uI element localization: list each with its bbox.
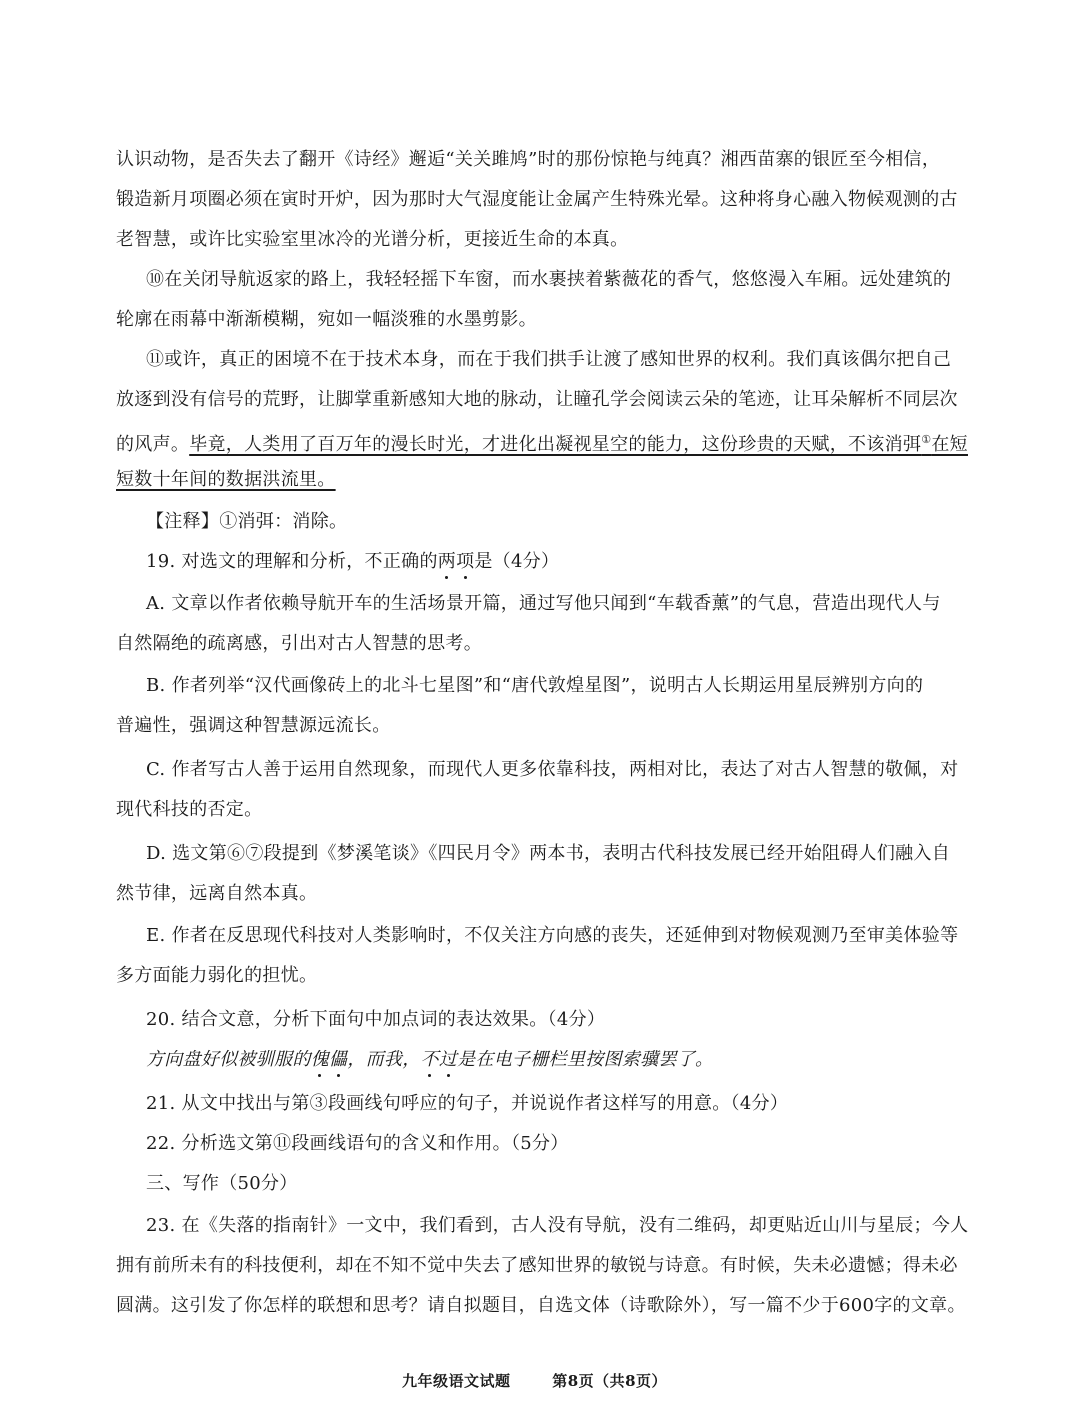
underlined-text: 毕竟，人类用了百万年的漫长时光，才进化出凝视星空的能力，这份珍贵的天赋，不该消弭	[189, 434, 922, 455]
emphasis-dot-char: 项	[456, 551, 475, 572]
option-b-line2: 普遍性，强调这种智慧源远流长。	[116, 715, 391, 736]
question-23-line1: 23. 在《失落的指南针》一文中，我们看到，古人没有导航，没有二维码，却更贴近山川与星辰；今人	[146, 1215, 969, 1236]
option-c-line2: 现代科技的否定。	[116, 799, 263, 820]
q19-score: 是（4分）	[474, 551, 560, 572]
q20-sentence-part: 方向盘好似被驯服的	[146, 1049, 311, 1070]
passage-p11-line2: 放逐到没有信号的荒野，让脚掌重新感知大地的脉动，让瞳孔学会阅读云朵的笔迹，让耳朵解析不同层次	[116, 389, 958, 410]
p11-plain-text: 的风声。	[116, 434, 190, 455]
option-d-line2: 然节律，远离自然本真。	[116, 883, 318, 904]
passage-p11-line3	[116, 428, 980, 457]
emphasis-dot-char: 不	[420, 1049, 439, 1070]
underlined-tail: 在短	[931, 434, 968, 455]
p11-underlined-end: 短数十年间的数据洪流里。	[116, 469, 336, 490]
page-footer	[0, 1370, 1069, 1391]
section-writing-heading: 三、写作（50分）	[146, 1173, 298, 1194]
emphasis-dot-char: 两	[437, 551, 457, 572]
question-19	[146, 550, 980, 574]
passage-p11-line1: ⑪或许，真正的困境不在于技术本身，而在于我们拱手让渡了感知世界的权利。我们真该偶尔把自己	[146, 349, 952, 370]
option-c-line1: C. 作者写古人善于运用自然现象，而现代人更多依靠科技，两相对比，表达了对古人智慧的敬佩，对	[146, 759, 959, 780]
option-a-line2: 自然隔绝的疏离感，引出对古人智慧的思考。	[116, 633, 482, 654]
passage-p9-line1: 认识动物，是否失去了翻开《诗经》邂逅“关关雎鸠”时的那份惊艳与纯真？湘西苗寨的银匠至今相信，	[116, 149, 941, 170]
option-d-line1: D. 选文第⑥⑦段提到《梦溪笔谈》《四民月令》两本书，表明古代科技发展已经开始阻碍人们融入自	[146, 843, 951, 864]
passage-p9-line3: 老智慧，或许比实验室里冰冷的光谱分析，更接近生命的本真。	[116, 229, 629, 250]
annotation-note: 【注释】①消弭：消除。	[146, 511, 348, 532]
option-e-line2: 多方面能力弱化的担忧。	[116, 965, 318, 986]
q19-text: 19. 对选文的理解和分析，不正确的	[146, 551, 438, 572]
q20-sentence-part: ，而我，	[347, 1049, 421, 1070]
footer-exam-title: 九年级语文试题	[401, 1372, 511, 1390]
question-23-line3: 圆满。这引发了你怎样的联想和思考？请自拟题目，自选文体（诗歌除外），写一篇不少于600字的文章。	[116, 1295, 966, 1316]
passage-p10-line2: 轮廓在雨幕中渐渐模糊，宛如一幅淡雅的水墨剪影。	[116, 309, 537, 330]
option-e-line1: E. 作者在反思现代科技对人类影响时，不仅关注方向感的丧失，还延伸到对物候观测乃至审美体验等	[146, 925, 959, 946]
option-b-line1: B. 作者列举“汉代画像砖上的北斗七星图”和“唐代敦煌星图”，说明古人长期运用星辰辨别方向的	[146, 675, 924, 696]
question-21: 21. 从文中找出与第③段画线句呼应的句子，并说说作者这样写的用意。（4分）	[146, 1093, 789, 1114]
footnote-marker: ①	[921, 433, 932, 446]
passage-p10-line1: ⑩在关闭导航返家的路上，我轻轻摇下车窗，而水裹挟着紫薇花的香气，悠悠漫入车厢。远处建筑的	[146, 269, 952, 290]
emphasis-dot-char: 过	[438, 1049, 458, 1070]
passage-p11-line4	[116, 468, 980, 492]
emphasis-dot-char: 儡	[329, 1049, 348, 1070]
question-20: 20. 结合文意，分析下面句中加点词的表达效果。（4分）	[146, 1009, 606, 1030]
footer-page-number: 第8页（共8页）	[552, 1372, 668, 1390]
q20-sentence-part: 是在电子栅栏里按图索骥罢了。	[457, 1049, 714, 1070]
question-23-line2: 拥有前所未有的科技便利，却在不知不觉中失去了感知世界的敏锐与诗意。有时候，失未必遗憾；得未必	[116, 1255, 958, 1276]
question-22: 22. 分析选文第⑪段画线语句的含义和作用。（5分）	[146, 1133, 569, 1154]
question-20-sentence	[146, 1048, 980, 1072]
p11-underlined-sentence	[189, 434, 968, 455]
passage-p9-line2: 锻造新月项圈必须在寅时开炉，因为那时大气湿度能让金属产生特殊光晕。这种将身心融入物候观测的古	[116, 189, 958, 210]
option-a-line1: A. 文章以作者依赖导航开车的生活场景开篇，通过写他只闻到“车载香薰”的气息，营造出现代人与	[146, 593, 941, 614]
emphasis-dot-char: 傀	[310, 1049, 330, 1070]
